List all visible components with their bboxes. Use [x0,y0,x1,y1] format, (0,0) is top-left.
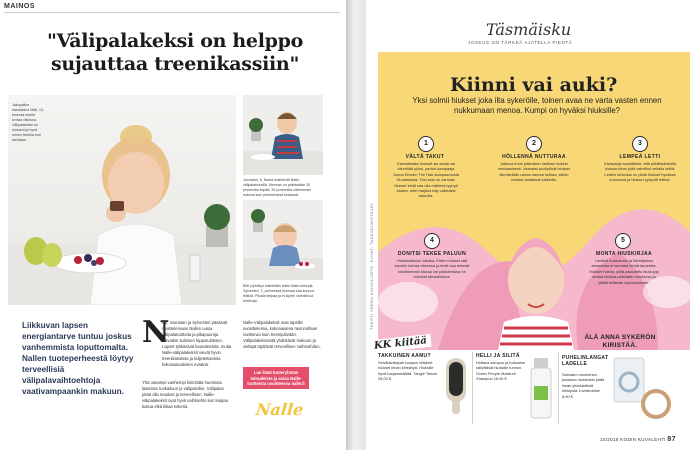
section-title: Täsmäisku [486,20,572,39]
product-title-3: PUHELINLANGAT LADELLE [562,355,609,367]
boy-illustration [243,95,323,175]
gutter [346,0,366,450]
ad-label: MAINOS [4,3,35,10]
shampoo-product-image [528,356,554,420]
credits-vertical: TEKSTI VEERA KUUSILUOTO. KUVAT: TASÄVALMISTAJAT [369,202,374,330]
tip-title-3: LEMPEÄ LETTI [619,154,661,160]
drop-cap: N [142,315,170,350]
hair-tie-product-image [612,356,674,422]
body-column-1a: elli, Joonatan ja Sylvesteri pääsivät maistelemaan Nallen uusia välipalatuotteita ja pikapuuroja saivatkin suloisen lopputuloksen. Lapset tykkäsivät kauraleivistä, mutta Nalle-välipalakeksit vievät hyvin treenikassissa ja kuljetettavissa kokonaisuuksien eväänä. [162,320,232,367]
ad-headline: "Välipalakeksi on helppo sujauttaa treenikassiin" [47,30,303,75]
photo-girl-eating [8,95,236,305]
product-body-2: Hoitava sampoo ja hoitoaine säilyttävät hiuksille tunnon. Green People Moisture Shampoo 16,90 €. [476,360,526,382]
tip-body-3: Kampaaja suosittelee, että pitkähiuksisilla hiuksia kiinni pidä valmiiksi veltalla letillä. Lettien tarkoitus on pitää hiukset hyvässä kunnossa ja hiukset pysyvät lettinä. [604,161,676,183]
body-column-1b: Yhä useampi vanhempi kiinnittää huomiota lastensa ruokailuun ja välipaloihin. Välipalan pitää olla maukas ja terveellinen. Nalle-välipalakeksit ovat hyvä vaihtoehto kun kaipaa kuitua eikä liikaa sokeria. [142,380,228,409]
product-body-1: Selvittäväsipari harjaus silisiiset hiukset ilman kiristelyä. Hiuksille hyvä harjansisältää. Tangle Teezer 25,00 €. [378,360,438,382]
tip-title-5: MONTA HIUSKIRJAA [595,251,653,257]
tip-number-4: 4 [424,233,440,249]
feature-intro: Yksi solmii hiukset joka ilta sykerölle, toinen avaa ne varta vasten ennen nukkumaan menoa. Kumpi on hyväksi hiuksille? [412,96,662,115]
info-box: Lue lisää tuoteryhmän taloudeista ja asiaa Nalle-tuotteista osoitteessa nalle.fi [243,367,309,389]
feature-title: Kiinni vai auki? [450,74,618,96]
tip-title-4: DONITSI TEKEE PALUUN [397,251,467,257]
tip-body-4: Hiuksetaksion vallalla. Enten hiukset sitä kauniin kuivaa otteessa ja eivät saa tekevät kinnikkeestä kiskaa vai palautettuna ne toimivat taivaallisena. [394,258,470,280]
product-body-3: Sarrasim muotoinen, joustava hiuslenkki pitää ilman ylimääräistä kiristystä. Invisibobble 6,90 €. [562,372,605,399]
body-column-2: Nalle-Välipalakeksit ovat tapsille suosittelemia, kokonaisena ravinnoltaan ravitsevia kuin treenipäivään. Välipalakeksiestä yhdistävät makuun ja vieläpä täyttävät terveellisen vaihtoehdon. [243,320,321,349]
caption-baby: BMI pyöräilyt mielellään leikki Nalle-keksejä Sylvesteri, 1, perheessä kimmaa saa kunnon leikkiä. Pikalla kelpaa ja ei kipein valmistuva herkkuja. [243,284,315,303]
nalle-logo: Nalle [255,400,305,419]
tip-title-2: HÖLLENNÄ NUTTURAA [502,154,566,160]
caption-main: Jakupallon harrastava Nelli, 13, treenaa monta kertaa viikossa. Välipalakeksi on mukava ja hyvä ennen treenia kun tarvitaan. [12,103,44,142]
tip-number-3: 3 [632,136,648,152]
baby-illustration [243,200,323,280]
tip-body-2: Jalkuva kone pitämisen rasittaa hiuksia mekaanisesti. Vaaraksi puolipitkät hiukset kiinnitetään usean samaa kohtaa, silloin hiukset saattavat katkeilla. [498,161,570,183]
photo-boy [243,95,323,175]
tip-title-1: VÄLTÄ TAKUT [405,154,445,160]
brush-product-image [442,356,470,416]
photo-baby [243,200,323,280]
caption-boy: Joonatan, 5, Nasta leikitelivät Nalle-välipalakeksillä. Mennas on pelkästään 30 prosenttia leipää, 30 prosenttia vähemmän sokeria kuin perinteisissä keksissä. [243,178,311,197]
tip-number-2: 2 [526,136,542,152]
product-title-1: TAKKUINEN AAMU? [378,353,431,359]
tip-number-5: 5 [615,233,631,249]
page-number: 87 [667,436,676,443]
divider [472,352,473,424]
pull-quote: ÄLÄ ANNA SYKERÖN KIRISTÄÄ. [584,334,656,349]
divider [4,12,340,13]
lead-paragraph: Liikkuvan lapsen energiantarve tuntuu joskus vanhemmista loputtomalta. Nallen tuoteperheestä löytyy terveellisiä välipalavaihtoehtoja vaativampaankin makuun. [22,321,134,396]
product-title-2: HELLI JA SILITÄ [476,353,520,359]
tip-body-1: Kannattaako hiukset sis avata vai kiinnittää yöksi, parturi-kampaaja Jonna Kivinen The Hair-kampaamosta Huutaisosta. Yksi asia on varmaa: hiukset eivät saa olla märkinä tyynyä vasten, ettei harjaus käy vaikeaksi aamulla. [392,161,460,199]
page-footer [600,436,676,443]
tip-number-1: 1 [418,136,434,152]
section-subtitle: JOSKUS ON TÄRKEÄ AJATELLA PIENTÄ [468,40,573,45]
divider [558,352,559,424]
issue-label: 10/2018 KODIN KUVALEHTI [600,437,666,442]
kk-badge: KK kiitää [369,334,431,353]
tip-body-5: Lenkkiä kuiskausta ja kiinnityksen avaamista ei kannata tehdä tarpeetta. Hiukset hoitaa, yöllä palautettu hiustuppi auttaa hiuksia pitämään muotonsa ja jättää kiiltävän lopputuloksen. [589,258,659,285]
